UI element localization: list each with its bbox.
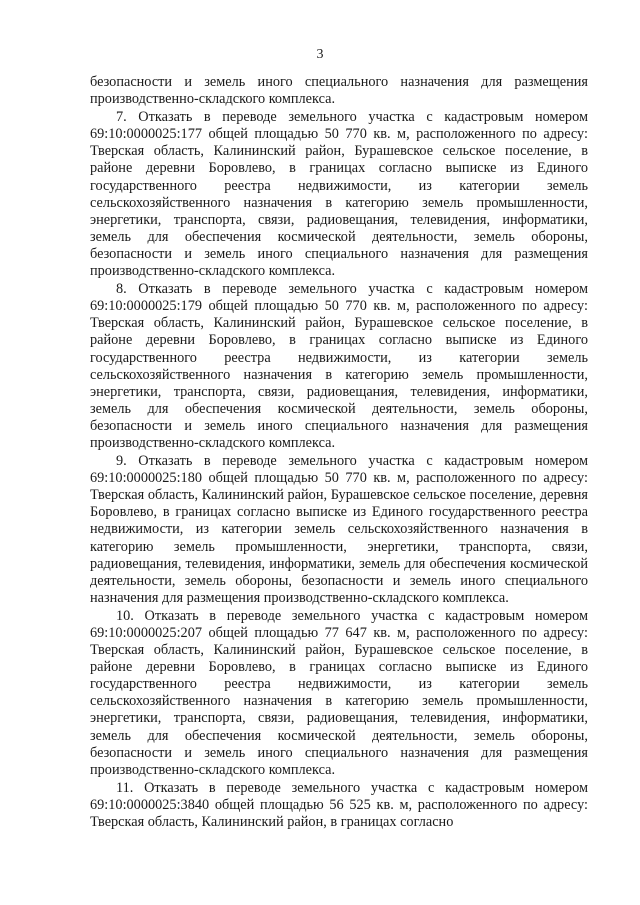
paragraph-item-11: 11. Отказать в переводе земельного участка с кадастровым номером 69:10:0000025:3840 общей площадью 56 525 кв. м, расположенного по адресу: Тверская область, Калининский район, в границах согласно	[90, 779, 588, 831]
paragraph-item-10: 10. Отказать в переводе земельного участка с кадастровым номером 69:10:0000025:207 общей площадью 77 647 кв. м, расположенного по адресу: Тверская область, Калининский район, Бурашевское сельское поселение, в районе деревни Боровлево, в границах согласно выписке из Единого государственного реестра недвижимости, из категории земель сельскохозяйственного назначения в категорию земель промышленности, энергетики, транспорта, связи, радиовещания, телевидения, информатики, земель для обеспечения космической деятельности, земель обороны, безопасности и земель иного специального назначения для размещения производственно-складского комплекса.	[90, 607, 588, 778]
paragraph-item-9: 9. Отказать в переводе земельного участка с кадастровым номером 69:10:0000025:180 общей площадью 50 770 кв. м, расположенного по адресу: Тверская область, Калининский район, Бурашевское сельское поселение, деревня Боровлево, в границах согласно выписке из Единого государственного реестра недвижимости, из категории земель сельскохозяйственного назначения в категорию земель промышленности, энергетики, транспорта, связи, радиовещания, телевидения, информатики, земель для обеспечения космической деятельности, земель обороны, безопасности и земель иного специального назначения для размещения производственно-складского комплекса.	[90, 453, 588, 606]
page-number: 3	[316, 47, 324, 62]
paragraph-item-8: 8. Отказать в переводе земельного участка с кадастровым номером 69:10:0000025:179 общей площадью 50 770 кв. м, расположенного по адресу: Тверская область, Калининский район, Бурашевское сельское поселение, в районе деревни Боровлево, в границах согласно выписке из Единого государственного реестра недвижимости, из категории земель сельскохозяйственного назначения в категорию земель промышленности, энергетики, транспорта, связи, радиовещания, телевидения, информатики, земель для обеспечения космической деятельности, земель обороны, безопасности и земель иного специального назначения для размещения производственно-складского комплекса.	[90, 281, 588, 451]
document-body	[90, 74, 588, 831]
paragraph-item-7: 7. Отказать в переводе земельного участка с кадастровым номером 69:10:0000025:177 общей площадью 50 770 кв. м, расположенного по адресу: Тверская область, Калининский район, Бурашевское сельское поселение, в районе деревни Боровлево, в границах согласно выписке из Единого государственного реестра недвижимости, из категории земель сельскохозяйственного назначения в категорию земель промышленности, энергетики, транспорта, связи, радиовещания, телевидения, информатики, земель для обеспечения космической деятельности, земель обороны, безопасности и земель иного специального назначения для размещения производственно-складского комплекса.	[90, 109, 588, 280]
paragraph-continuation: безопасности и земель иного специального назначения для размещения производственно-складского комплекса.	[90, 74, 588, 108]
